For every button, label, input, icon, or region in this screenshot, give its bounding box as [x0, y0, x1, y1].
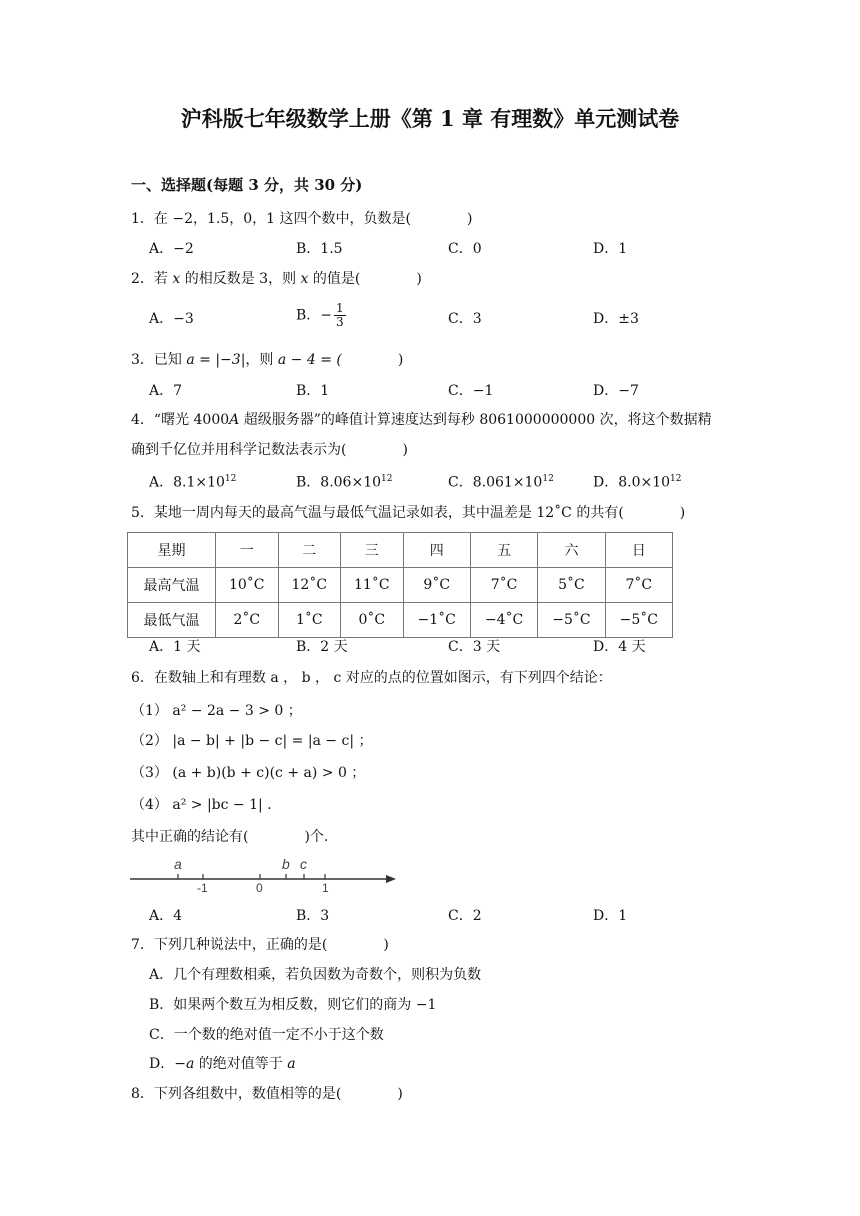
- table-cell: 7˚C: [470, 568, 537, 603]
- q7-option-c: C．一个数的绝对值一定不小于这个数: [149, 1027, 384, 1043]
- q5-option-b: B．2 天: [296, 639, 348, 655]
- table-cell: 日: [605, 533, 672, 568]
- table-cell: −5˚C: [605, 603, 672, 638]
- question-4-line-1: 4．“曙光 4000A 超级服务器”的峰值计算速度达到每秒 8061000000000 次，将这个数据精: [131, 412, 712, 428]
- question-2-stem: 2．若 x 的相反数是 3，则 x 的值是( ): [131, 271, 422, 287]
- table-cell: 星期: [128, 533, 216, 568]
- q3-option-b: B．1: [296, 383, 330, 399]
- q2-option-b: B．− $\frac{1}{3}$: [296, 301, 344, 330]
- q1-option-b: B．1.5: [296, 241, 343, 257]
- q6-question: 其中正确的结论有( )个.: [131, 829, 329, 845]
- table-cell: 11˚C: [341, 568, 404, 603]
- number-line-figure: [128, 852, 400, 896]
- q6-conclusion-3: （3） (a + b)(b + c)(c + a) > 0 ；: [131, 765, 366, 781]
- q6-option-d: D．1: [593, 908, 628, 924]
- q1-option-c: C．0: [448, 241, 482, 257]
- q5-option-a: A．1 天: [149, 639, 201, 655]
- q4-option-d: D．$8.0\times 10^{12}$: [593, 474, 682, 491]
- q3-option-d: D．−7: [593, 383, 639, 399]
- q7-option-b: B．如果两个数互为相反数，则它们的商为 −1: [149, 997, 437, 1013]
- question-3-stem: 3．已知 a = |−3|，则 a − 4 = ( ): [131, 352, 404, 368]
- question-8-stem: 8．下列各组数中，数值相等的是( ): [131, 1086, 403, 1102]
- q3-option-a: A．7: [149, 383, 183, 399]
- q6-conclusion-2: （2） |a − b| + |b − c| = |a − c| ；: [131, 733, 373, 749]
- table-cell: 9˚C: [403, 568, 470, 603]
- table-cell: 四: [403, 533, 470, 568]
- q2-option-a: A．−3: [149, 311, 194, 327]
- label-b: b: [282, 856, 290, 872]
- temperature-table: [127, 532, 673, 638]
- table-cell: 六: [538, 533, 605, 568]
- label-zero: 0: [256, 881, 263, 895]
- table-cell: 10˚C: [216, 568, 279, 603]
- table-cell: 12˚C: [278, 568, 341, 603]
- table-cell: −5˚C: [538, 603, 605, 638]
- table-cell: 五: [470, 533, 537, 568]
- table-row-high: [128, 568, 673, 603]
- table-cell: 最低气温: [128, 603, 216, 638]
- q7-option-d: D．−a 的绝对值等于 a: [149, 1056, 296, 1072]
- question-1-stem: 1．在 −2，1.5，0，1 这四个数中，负数是( ): [131, 211, 473, 227]
- q1-option-d: D．1: [593, 241, 628, 257]
- question-5-stem: 5．某地一周内每天的最高气温与最低气温记录如表，其中温差是 12˚C 的共有( ): [131, 505, 686, 521]
- table-cell: −4˚C: [470, 603, 537, 638]
- q6-conclusion-4: （4） a² > |bc − 1| .: [131, 797, 272, 813]
- label-minus-one: -1: [197, 881, 208, 895]
- table-cell: 二: [278, 533, 341, 568]
- q5-option-c: C．3 天: [448, 639, 501, 655]
- q4-option-c: C．$8.061\times 10^{12}$: [448, 474, 554, 491]
- table-row-low: [128, 603, 673, 638]
- table-cell: 5˚C: [538, 568, 605, 603]
- table-cell: 一: [216, 533, 279, 568]
- question-7-stem: 7．下列几种说法中，正确的是( ): [131, 937, 389, 953]
- q3-option-c: C．−1: [448, 383, 494, 399]
- table-cell: −1˚C: [403, 603, 470, 638]
- table-row-header: [128, 533, 673, 568]
- q6-option-c: C．2: [448, 908, 482, 924]
- page-title: 沪科版七年级数学上册《第 1 章 有理数》单元测试卷: [180, 106, 680, 131]
- q4-option-b: B．$8.06\times 10^{12}$: [296, 474, 393, 491]
- q6-option-b: B．3: [296, 908, 330, 924]
- table-cell: 最高气温: [128, 568, 216, 603]
- label-one: 1: [322, 881, 329, 895]
- q4-option-a: A．$8.1\times 10^{12}$: [149, 474, 237, 491]
- q1-option-a: A．−2: [149, 241, 194, 257]
- table-cell: 1˚C: [278, 603, 341, 638]
- q7-option-a: A．几个有理数相乘，若负因数为奇数个，则积为负数: [149, 967, 482, 983]
- q2-option-c: C．3: [448, 311, 482, 327]
- q6-option-a: A．4: [149, 908, 183, 924]
- table-cell: 2˚C: [216, 603, 279, 638]
- fraction-one-third: $\frac{1}{3}$: [336, 301, 344, 330]
- arrow-head-icon: [386, 875, 396, 883]
- table-cell: 三: [341, 533, 404, 568]
- q6-conclusion-1: （1） a² − 2a − 3 > 0 ；: [131, 703, 302, 719]
- question-4-line-2: 确到千亿位并用科学记数法表示为( ): [131, 442, 408, 458]
- q2-option-d: D．±3: [593, 311, 639, 327]
- q5-option-d: D．4 天: [593, 639, 646, 655]
- table-cell: 0˚C: [341, 603, 404, 638]
- label-a: a: [174, 856, 182, 872]
- question-6-stem: 6．在数轴上和有理数 a ， b ， c 对应的点的位置如图示，有下列四个结论：: [131, 670, 612, 686]
- section-heading: 一、选择题(每题 3 分，共 30 分): [131, 176, 363, 194]
- label-c: c: [300, 856, 307, 872]
- table-cell: 7˚C: [605, 568, 672, 603]
